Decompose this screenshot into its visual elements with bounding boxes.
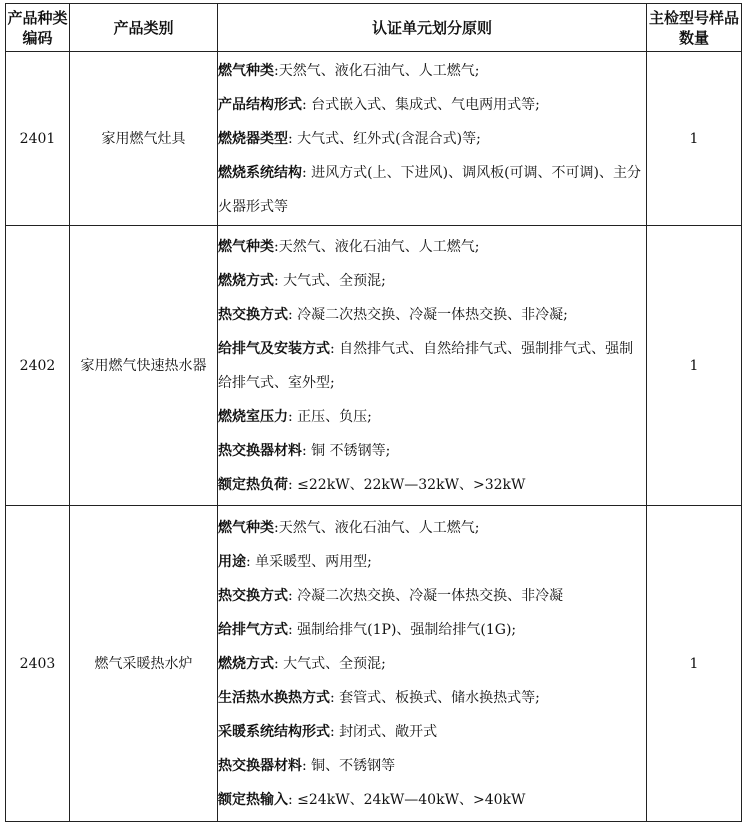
table-row [6,52,742,226]
rule-line [218,783,646,817]
header-row [6,4,742,52]
rule-line [218,332,646,400]
rule-separator: : [302,757,312,774]
rule-line [218,715,646,749]
rule-separator: : [274,655,284,672]
rule-line [218,511,646,545]
rule-label: 燃气种类 [218,238,274,255]
rule-text: 大气式、红外式(含混合式)等; [297,130,481,147]
rule-separator: : [330,340,340,357]
rule-label: 燃烧器类型 [218,130,288,147]
rule-label: 燃气种类 [218,62,274,79]
rule-line [218,579,646,613]
rule-separator: : [302,164,312,181]
rule-separator: : [274,272,284,289]
rule-separator: : [274,62,279,79]
rule-separator: : [288,408,298,425]
rule-text: 天然气、液化石油气、人工燃气; [278,62,480,79]
rule-separator: : [288,306,298,323]
rule-line [218,298,646,332]
rule-line [218,468,646,502]
rule-line [218,400,646,434]
rule-label: 热交换方式 [218,306,288,323]
product-category-cell: 燃气采暖热水炉 [70,506,218,822]
rule-text: 自然排气式、自然给排气式、强制排气式、强制给排气式、室外型; [218,340,634,391]
rule-text: 铜 不锈钢等; [311,442,391,459]
rule-text: 冷凝二次热交换、冷凝一体热交换、非冷凝 [297,587,564,604]
rule-separator: : [274,238,279,255]
rule-label: 热交换器材料 [218,757,302,774]
rule-line [218,264,646,298]
rule-line [218,54,646,88]
rule-label: 给排气方式 [218,621,288,638]
rule-separator: : [274,519,279,536]
rule-text: 铜、不锈钢等 [311,757,396,774]
rule-text: 套管式、板换式、储水换热式等; [339,689,540,706]
sample-quantity-cell: 1 [647,506,742,822]
rule-label: 燃气种类 [218,519,274,536]
rule-line [218,749,646,783]
rule-line [218,88,646,122]
rule-text: 大气式、全预混; [283,655,386,672]
rule-line [218,230,646,264]
rule-label: 热交换方式 [218,587,288,604]
rule-label: 产品结构形式 [218,96,302,113]
rule-line [218,156,646,224]
rule-label: 燃烧方式 [218,655,274,672]
product-code-cell: 2401 [6,52,70,226]
rule-text: 进风方式(上、下进风)、调风板(可调、不可调)、主分火器形式等 [218,164,642,215]
rule-separator: : [246,553,256,570]
rule-text: ≤24kW、24kW—40kW、>40kW [297,791,526,808]
rule-separator: : [288,791,298,808]
rule-label: 燃烧室压力 [218,408,288,425]
rule-label: 热交换器材料 [218,442,302,459]
product-category-cell: 家用燃气灶具 [70,52,218,226]
unit-principle-cell [218,506,647,822]
rule-label: 生活热水换热方式 [218,689,330,706]
rule-line [218,647,646,681]
rule-label: 用途 [218,553,246,570]
header-product-code: 产品种类编码 [6,4,70,52]
rule-text: 台式嵌入式、集成式、气电两用式等; [311,96,540,113]
rule-separator: : [288,621,298,638]
product-code-cell: 2402 [6,226,70,506]
rule-text: 冷凝二次热交换、冷凝一体热交换、非冷凝; [297,306,568,323]
rule-text: 单采暖型、两用型; [255,553,372,570]
rule-text: 正压、负压; [297,408,372,425]
rule-text: 大气式、全预混; [283,272,386,289]
rule-line [218,122,646,156]
rule-separator: : [288,587,298,604]
rule-line [218,545,646,579]
header-product-category: 产品类别 [70,4,218,52]
rule-label: 额定热负荷 [218,476,288,493]
product-category-cell: 家用燃气快速热水器 [70,226,218,506]
rule-separator: : [302,96,312,113]
product-code-cell: 2403 [6,506,70,822]
table-row [6,506,742,822]
rule-separator: : [302,442,312,459]
rule-label: 燃烧系统结构 [218,164,302,181]
rule-text: 天然气、液化石油气、人工燃气; [278,519,480,536]
rule-line [218,681,646,715]
rule-label: 采暖系统结构形式 [218,723,330,740]
rule-separator: : [288,476,298,493]
rule-label: 给排气及安装方式 [218,340,330,357]
rule-line [218,613,646,647]
rule-separator: : [288,130,298,147]
rule-label: 额定热输入 [218,791,288,808]
table-row [6,226,742,506]
sample-quantity-cell: 1 [647,52,742,226]
unit-principle-cell [218,52,647,226]
rule-text: 封闭式、敞开式 [339,723,438,740]
unit-principle-cell [218,226,647,506]
header-sample-quantity: 主检型号样品数量 [647,4,742,52]
rule-separator: : [330,723,340,740]
sample-quantity-cell: 1 [647,226,742,506]
rule-label: 燃烧方式 [218,272,274,289]
header-unit-principle: 认证单元划分原则 [218,4,647,52]
certification-unit-table [5,3,742,822]
rule-separator: : [330,689,340,706]
rule-text: 天然气、液化石油气、人工燃气; [278,238,480,255]
rule-text: ≤22kW、22kW—32kW、>32kW [297,476,526,493]
rule-line [218,434,646,468]
rule-text: 强制给排气(1P)、强制给排气(1G); [297,621,517,638]
